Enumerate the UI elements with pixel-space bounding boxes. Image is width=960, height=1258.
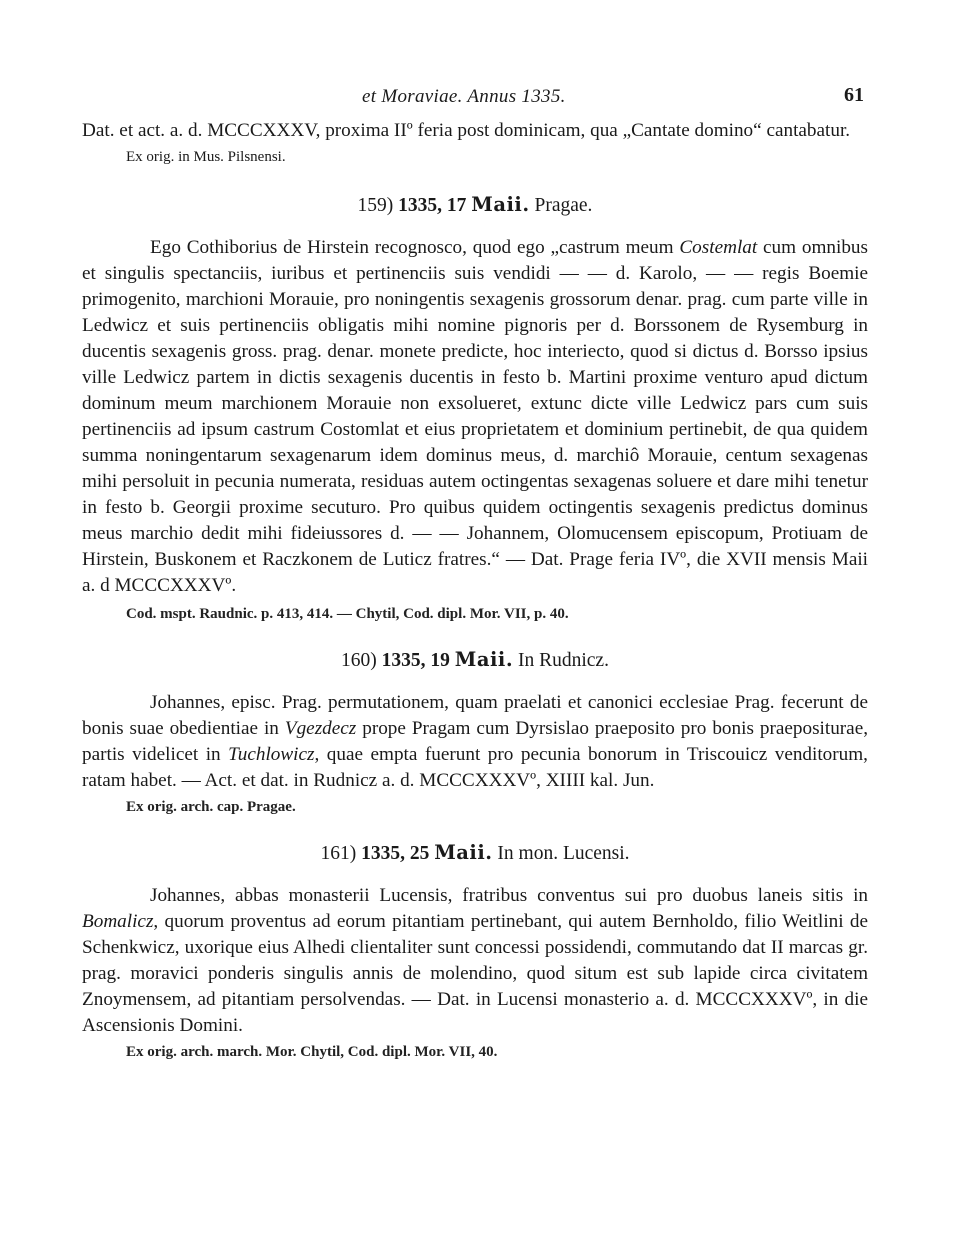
- entry-text: [82, 235, 868, 599]
- entry-160: [82, 647, 868, 818]
- entry-text-italic: Bomalicz: [82, 911, 154, 932]
- entry-text-part: prope Pragam cum Dyrsislao praeposito pro bonis praepositurae, partis videlicet in: [82, 718, 869, 765]
- entry-source: Ex orig. arch. march. Mor. Chytil, Cod. dipl. Mor. VII, 40.: [126, 1044, 498, 1060]
- entry-161: [82, 840, 868, 1063]
- entry-text-italic: Tuchlowicz: [228, 744, 315, 765]
- entry-month: Maii.: [454, 648, 514, 671]
- running-head: [82, 82, 868, 112]
- entry-text-part: cum omnibus et singulis spectanciis, iuribus et pertinenciis suis vendidi — — d. Karolo, — — regis Boemie primogenito, marchioni Morauie, pro noningentis sexagenis grossorum denar. prag. cum parte ville in Ledwicz et suis pertinenciis obligatis mihi nomine pignoris per d. Borssonem de Rysemburg in ducentis sexagenis gross. prag. denar. monete predicte, hoc interiecto, quod si dictus d. Borsso ipsius ville Ledwicz partem in dictis sexagenis ducentis in festo b. Martini proxime venturo apud dictum dominum meum marchionem Morauie non exsolueret, extunc dicte ville Ledwicz pars cum suis pertinenciis ad ipsum castrum Costomlat et eius proprietatem et dominium pertinebit, de qua quidem summa noningentarum sexagenarum idem dominus meus, d. marchiô Morauie, centum sexagenas mihi persoluit in pecunia numerata, residuas autem octingentas sexagenas soluere et dare mihi tenetur in festo b. Georgii proxime secuturo. Pro quibus quidem octingentis sexagenis predictus dominus meus marchio dedit mihi fideiussores d. — — Johannem, Olomucensem episcopum, Protiuam de Hirstein, Buskonem et Raczkonem de Luticz fratres.“ — Dat. Prage feria IVº, die XVII mensis Maii a. d MCCCXXXVº.: [82, 237, 868, 596]
- entry-date: 1335, 17: [398, 195, 467, 216]
- entry-text-part: , quorum proventus ad eorum pitantiam pertinebant, qui autem Bernholdo, filio Weitlini de Schenkwicz, uxorique eius Alhedi clientaliter sunt concessi possidendi, commutando dat II marcas gr. prag. moravici ponderis singulis annis de molendino, quod situm est sub lapide circa civitatem Znoymensem, ad pitantiam persolvendas. — Dat. in Lucensi monasterio a. d. MCCCXXXVº, in die Ascensionis Domini.: [82, 911, 868, 1036]
- entry-place: In mon. Lucensi.: [497, 843, 630, 864]
- entry-heading: [82, 647, 868, 674]
- entry-heading: [82, 840, 868, 867]
- entry-159: [82, 192, 868, 625]
- entry-heading: [82, 192, 868, 219]
- entry-text-part: Ego Cothiborius de Hirstein recognosco, quod ego „castrum meum: [150, 237, 680, 258]
- entry-text-italic: Costemlat: [679, 237, 758, 258]
- document-page: [82, 82, 868, 1063]
- entry-date: 1335, 19: [381, 650, 450, 671]
- entry-month: Maii.: [434, 841, 493, 864]
- previous-entry-ending: Dat. et act. a. d. MCCCXXXV, proxima IIº feria post dominicam, qua „Cantate domino“ cantabatur.: [82, 120, 851, 141]
- entry-source: Ex orig. arch. cap. Pragae.: [126, 799, 296, 815]
- entry-source: Cod. mspt. Raudnic. p. 413, 414. — Chytil, Cod. dipl. Mor. VII, p. 40.: [126, 606, 569, 622]
- page-number: 61: [844, 84, 864, 106]
- entry-place: Pragae.: [534, 195, 593, 216]
- entry-date: 1335, 25: [361, 843, 430, 864]
- entry-text: [82, 690, 868, 794]
- entry-place: In Rudnicz.: [517, 650, 609, 671]
- entry-text-part: Johannes, abbas monasterii Lucensis, fratribus conventus sui pro duobus laneis sitis in: [150, 885, 868, 906]
- running-title: et Moraviae. Annus 1335.: [362, 86, 566, 107]
- entry-number: 161): [320, 843, 357, 864]
- entry-text-italic: Vgezdecz: [284, 718, 357, 739]
- entry-text: [82, 883, 868, 1039]
- entry-month: Maii.: [471, 193, 530, 216]
- entry-number: 159): [357, 195, 394, 216]
- entry-text-part: , quae empta fuerunt pro pecunia bonorum in Triscouicz venditorum, ratam habet. — Act. et dat. in Rudnicz a. d. MCCCXXXVº, XIIII kal. Jun.: [82, 744, 868, 791]
- entry-number: 160): [341, 650, 377, 671]
- entry-text-part: Johannes, episc. Prag. permutationem, quam praelati et canonici ecclesiae Prag. fecerunt de bonis suae obedientiae in: [82, 692, 868, 739]
- previous-entry-source: Ex orig. in Mus. Pilsnensi.: [126, 149, 286, 165]
